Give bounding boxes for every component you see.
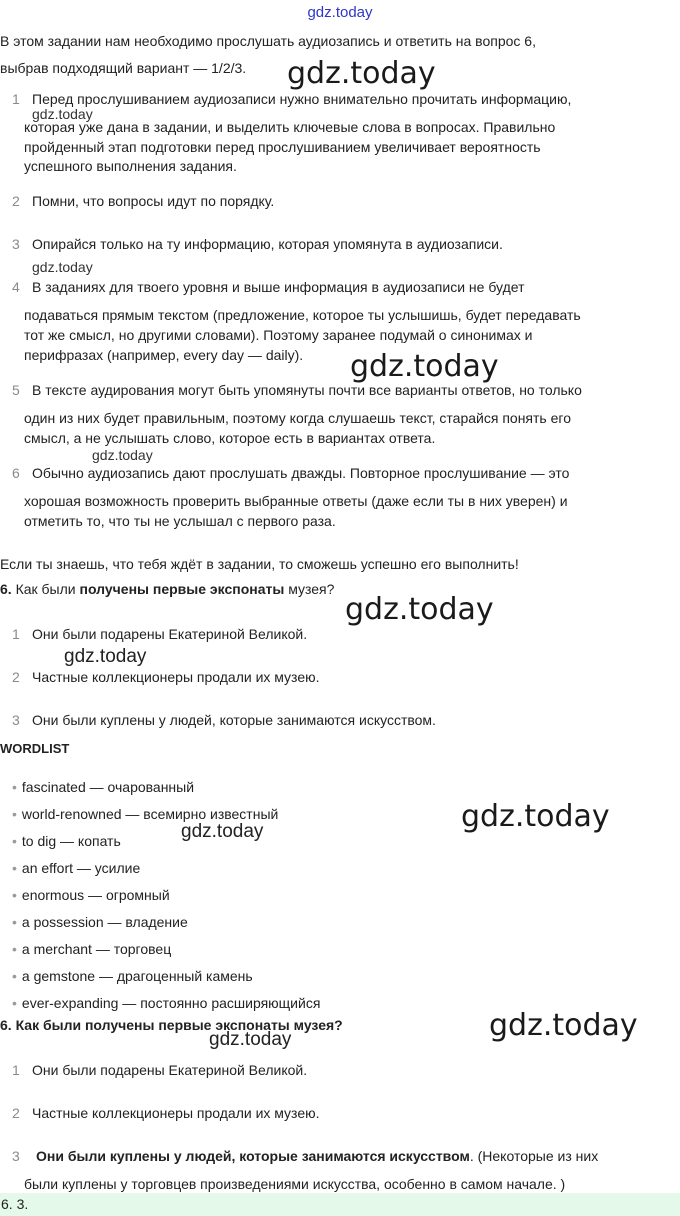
watermark: gdz.today [92,447,153,463]
step-number: 4 [12,279,20,295]
watermark: gdz.today [32,106,93,122]
wordlist-item: • ever-expanding — постоянно расширяющийся [12,995,321,1011]
watermark: gdz.today [345,592,494,627]
step-line: подаваться прямым текстом (предложение, которое ты услышишь, будет передавать [24,307,581,323]
wordlist-item: • enormous — огромный [12,887,170,903]
bullet-icon: • [12,806,17,822]
wordlist-item: • world-renowned — всемирно известный [12,806,279,822]
step-line: В заданиях для твоего уровня и выше информация в аудиозаписи не будет [32,279,525,295]
wordlist-item: • a possession — владение [12,914,188,930]
step-line: Перед прослушиванием аудиозаписи нужно внимательно прочитать информацию, [32,91,572,107]
option-number: 2 [12,1105,20,1121]
watermark: gdz.today [489,1008,638,1043]
correct-answer-bold: Они были куплены у людей, которые занимаются искусством [36,1148,470,1164]
wordlist-title: WORDLIST [0,741,70,756]
bullet-icon: • [12,779,17,795]
wordlist-item: • a gemstone — драгоценный камень [12,968,253,984]
bullet-icon: • [12,995,17,1011]
watermark-top: gdz.today [307,4,373,21]
watermark: gdz.today [32,259,93,275]
step-line: Опирайся только на ту информацию, которая упомянута в аудиозаписи. [32,236,503,252]
wordlist-item: • fascinated — очарованный [12,779,195,795]
bullet-icon: • [12,968,17,984]
option-text: Они были подарены Екатериной Великой. [32,626,308,642]
wordlist-item: • an effort — усилие [12,860,141,876]
option-text: Частные коллекционеры продали их музею. [32,1105,320,1121]
option-number: 3 [12,1148,20,1164]
question-text-bold: получены первые экспонаты [79,581,285,597]
step-number: 3 [12,236,20,252]
intro-line-2: выбрав подходящий вариант — 1/2/3. [0,60,247,76]
question-heading [0,579,672,599]
bullet-icon: • [12,914,17,930]
option-number: 3 [12,712,20,728]
watermark: gdz.today [181,821,264,842]
step-number: 5 [12,382,20,398]
option-number: 1 [12,1062,20,1078]
question-number: 6. [0,581,12,597]
step-line: хорошая возможность проверить выбранные ответы (даже если ты в них уверен) и [24,493,568,509]
step-number: 1 [12,91,20,107]
option-number: 1 [12,626,20,642]
question-text-post: музея? [288,581,335,597]
intro-line-1: В этом задании нам необходимо прослушать аудиозапись и ответить на вопрос 6, [0,33,536,49]
watermark: gdz.today [461,799,610,834]
option-text-continued: были куплены у торговцев произведениями искусства, особенно в самом начале. ) [24,1176,566,1192]
step-line: отметить то, что ты не услышал с первого раза. [24,513,336,529]
watermark: gdz.today [209,1029,292,1050]
watermark: gdz.today [287,56,436,91]
step-line: пройденный этап подготовки перед прослушиванием увеличивает вероятность [24,139,541,155]
watermark: gdz.today [64,646,147,667]
step-line: успешного выполнения задания. [24,158,237,174]
final-answer: 6. 3. [1,1196,29,1212]
step-line: Помни, что вопросы идут по порядку. [32,193,275,209]
wordlist-item: • a merchant — торговец [12,941,172,957]
question-heading-answer: 6. Как были получены первые экспонаты музея? [0,1017,343,1033]
option-text: Они были подарены Екатериной Великой. [32,1062,308,1078]
watermark: gdz.today [350,349,499,384]
step-line: смысл, а не услышать слово, которое есть в вариантах ответа. [24,430,436,446]
closing-text: Если ты знаешь, что тебя ждёт в задании, то сможешь успешно его выполнить! [0,556,519,572]
step-line: один из них будет правильным, поэтому когда слушаешь текст, старайся понять его [24,410,571,426]
answer-bar [0,1193,680,1216]
option-text: Они были куплены у людей, которые занимаются искусством. [32,712,436,728]
step-line: которая уже дана в задании, и выделить ключевые слова в вопросах. Правильно [24,119,556,135]
step-number: 2 [12,193,20,209]
step-line: тот же смысл, но другими словами). Поэтому заранее подумай о синонимах и [24,327,533,343]
step-line: В тексте аудирования могут быть упомянуты почти все варианты ответов, но только [32,382,582,398]
bullet-icon: • [12,941,17,957]
bullet-icon: • [12,860,17,876]
question-text-pre: Как были [15,581,76,597]
option-text-correct: Они были куплены у людей, которые занимаются искусством. (Некоторые из них [36,1148,599,1164]
option-number: 2 [12,669,20,685]
step-number: 6 [12,465,20,481]
wordlist-item: • to dig — копать [12,833,121,849]
step-line: перифразах (например, every day — daily). [24,347,304,363]
step-line: Обычно аудиозапись дают прослушать дважды. Повторное прослушивание — это [32,465,570,481]
bullet-icon: • [12,887,17,903]
bullet-icon: • [12,833,17,849]
option-text: Частные коллекционеры продали их музею. [32,669,320,685]
